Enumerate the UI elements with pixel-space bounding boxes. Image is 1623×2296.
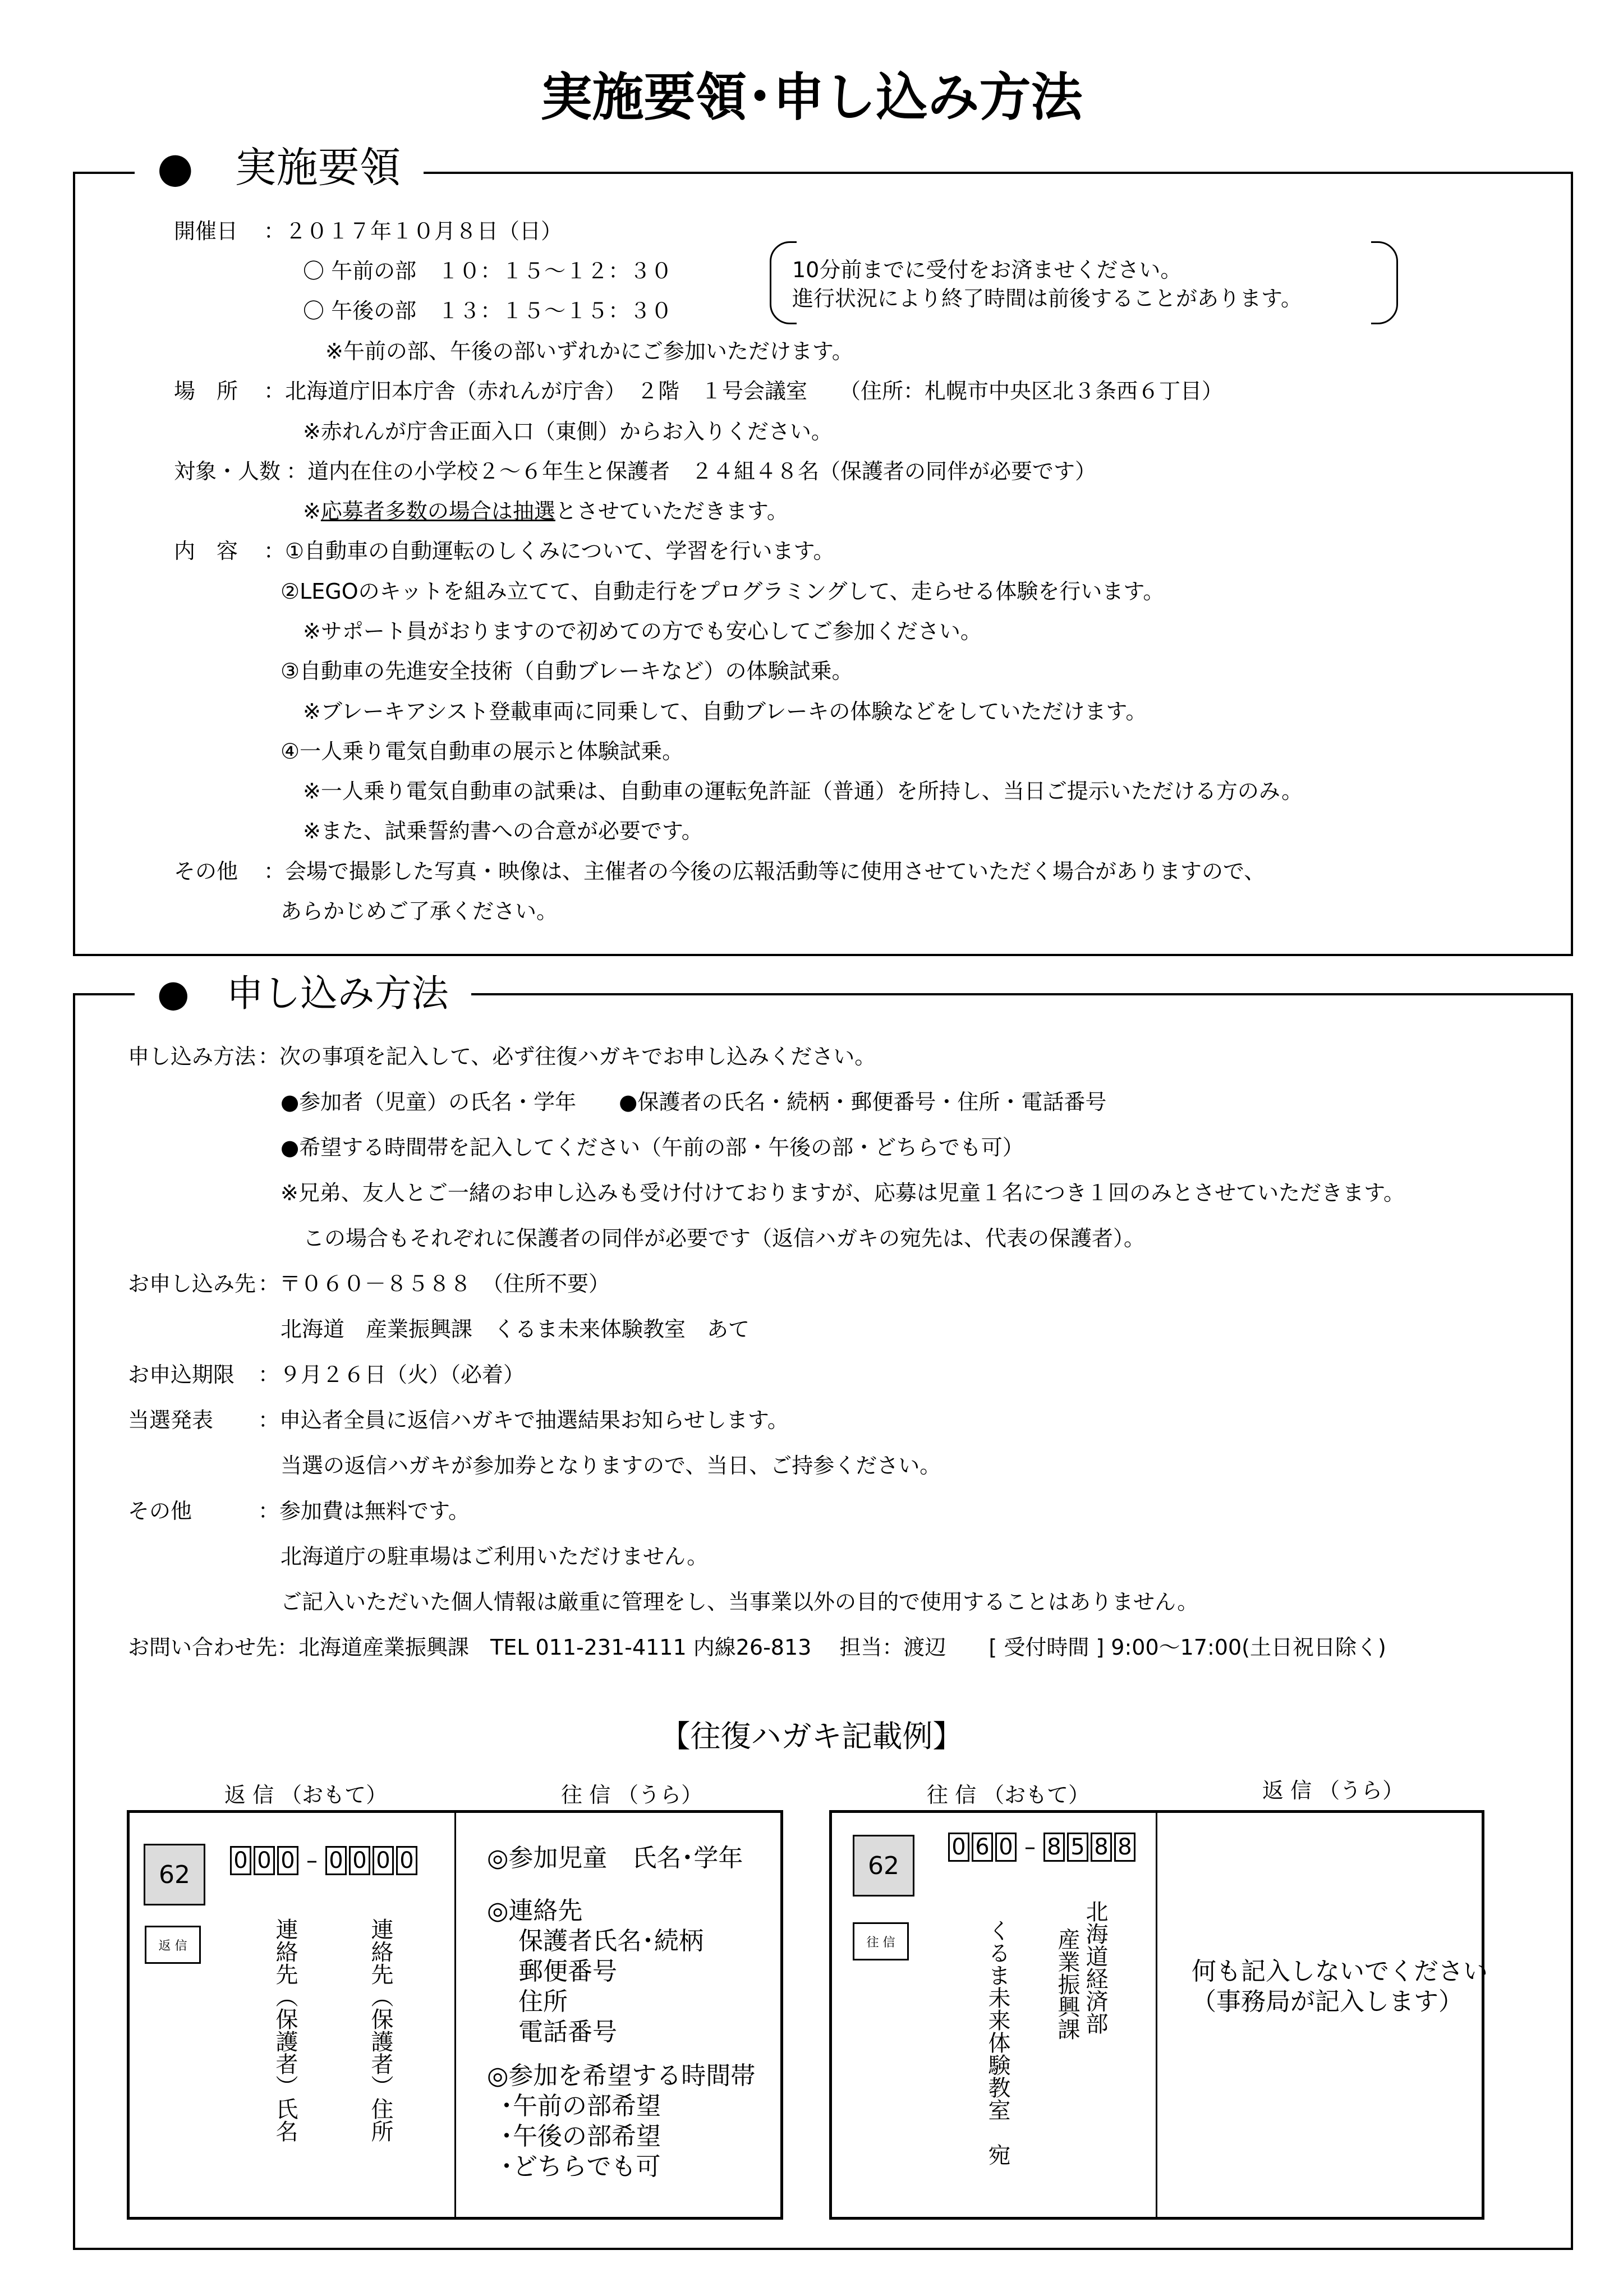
time-note-line2: 進行状況により終了時間は前後することがあります。 <box>792 286 1302 311</box>
zip-digit: 0 <box>349 1846 370 1875</box>
back-item-9: ･午後の部希望 <box>500 2122 661 2151</box>
reply-front-name: 連絡先（保護者）氏名 <box>272 1918 298 2142</box>
zip-boxes-right: 0 6 0 – 8 5 8 8 <box>948 1833 1135 1862</box>
back-item-10: ･どちらでも可 <box>500 2152 661 2181</box>
content-item-4-note2: ※また、試乗誓約書への合意が必要です。 <box>303 819 703 843</box>
other2-value2: 北海道庁の駐車場はご利用いただけません。 <box>281 1544 709 1569</box>
zip-boxes-left: 0 0 0 – 0 0 0 0 <box>230 1846 417 1875</box>
other2-value3: ご記入いただいた個人情報は厳重に管理をし、当事業以外の目的で使用することはありません。 <box>281 1590 1199 1614</box>
destination-label: お申し込み先 <box>128 1271 256 1296</box>
back-item-4: 郵便番号 <box>518 1957 617 1986</box>
result-label: 当選発表 <box>128 1408 214 1432</box>
other2-value1: ：参加費は無料です。 <box>258 1499 470 1523</box>
zip-digit: 0 <box>948 1833 969 1862</box>
zip-digit: 0 <box>254 1846 275 1875</box>
zip-digit: 0 <box>230 1846 251 1875</box>
required-item-1: ●参加者（児童）の氏名・学年 ●保護者の氏名・続柄・郵便番号・住所・電話番号 <box>281 1090 1107 1114</box>
back-item-6: 電話番号 <box>518 2018 617 2046</box>
method-label: 申し込み方法 <box>128 1044 256 1069</box>
other-value2: あらかじめご了承ください。 <box>281 899 558 924</box>
target-note: ※応募者多数の場合は抽選とさせていただきます。 <box>303 499 788 524</box>
reply-tag: 返 信 <box>145 1926 201 1964</box>
send-front-section: 産業振興課 <box>1054 1928 1080 2040</box>
am-session: 〇 午前の部 １０：１５〜１２：３０ <box>303 259 673 283</box>
postcard-fold-right <box>1156 1812 1157 2217</box>
date-label: 開催日 <box>174 219 238 244</box>
postcard-fold-left <box>454 1812 456 2217</box>
send-front-dept: 北海道経済部 <box>1082 1900 1108 2035</box>
col-send-back: 往 信 （うら） <box>561 1783 703 1807</box>
session-note: ※午前の部、午後の部いずれかにご参加いただけます。 <box>325 339 853 364</box>
target-value: ：道内在住の小学校２〜６年生と保護者 ２４組４８名（保護者の同伴が必要です） <box>286 459 1097 484</box>
back-item-8: ･午前の部希望 <box>500 2092 661 2120</box>
place-value: ：北海道庁旧本庁舎（赤れんが庁舎） ２階 １号会議室 （住所：札幌市中央区北３条西６丁目） <box>264 379 1224 403</box>
back-item-3: 保護者氏名･続柄 <box>518 1927 704 1955</box>
postcard-heading: 【往復ハガキ記載例】 <box>660 1719 963 1754</box>
date-value: ：２０１７年１０月８日（日） <box>264 219 563 244</box>
required-item-2: ●希望する時間帯を記入してください（午前の部・午後の部・どちらでも可） <box>281 1135 1024 1160</box>
back-item-2: ◎連絡先 <box>487 1897 583 1925</box>
content-item-4-note: ※一人乗り電気自動車の試乗は、自動車の運転免許証（普通）を所持し、当日ご提示いただける方のみ。 <box>303 779 1303 803</box>
reply-back-note2: （事務局が記入します） <box>1192 1987 1463 2016</box>
other-label: その他 <box>174 859 238 884</box>
reply-back-note1: 何も記入しないでください <box>1192 1957 1488 1986</box>
zip-digit: 0 <box>396 1846 417 1875</box>
required-note-2: この場合もそれぞれに保護者の同伴が必要です（返信ハガキの宛先は、代表の保護者）。 <box>303 1226 1146 1251</box>
target-label: 対象・人数 <box>174 459 281 484</box>
section-heading-application: ● 申し込み方法 <box>135 975 471 1012</box>
content-item-3-note: ※ブレーキアシスト登載車両に同乗して、自動ブレーキの体験などをしていただけます。 <box>303 699 1147 724</box>
place-label: 場 所 <box>174 379 238 403</box>
content-item-1: ：①自動車の自動運転のしくみについて、学習を行います。 <box>264 539 835 563</box>
contact-line: お問い合わせ先：北海道産業振興課 TEL 011-231-4111 内線26-813 担当：渡辺 [ 受付時間 ] 9:00〜17:00(土日祝日除く) <box>128 1635 1386 1660</box>
zip-digit: 8 <box>1043 1833 1065 1862</box>
deadline-value: ：９月２６日（火）（必着） <box>258 1362 525 1387</box>
place-note: ※赤れんが庁舎正面入口（東側）からお入りください。 <box>303 419 833 444</box>
zip-digit: 0 <box>373 1846 394 1875</box>
page-title: 実施要領･申し込み方法 <box>540 67 1083 127</box>
back-item-5: 住所 <box>518 1987 568 2016</box>
result-value: ：申込者全員に返信ハガキで抽選結果お知らせします。 <box>258 1408 789 1432</box>
zip-digit: 5 <box>1067 1833 1088 1862</box>
zip-digit: 0 <box>277 1846 298 1875</box>
reply-front-address: 連絡先（保護者）住所 <box>367 1918 393 2142</box>
other2-label: その他 <box>128 1499 192 1523</box>
col-reply-front: 返 信 （おもて） <box>224 1783 388 1807</box>
deadline-label: お申込期限 <box>128 1362 235 1387</box>
col-reply-back: 返 信 （うら） <box>1262 1778 1404 1803</box>
send-tag: 往 信 <box>853 1922 909 1960</box>
content-label: 内 容 <box>174 539 238 563</box>
other-value: ：会場で撮影した写真・映像は、主催者の今後の広報活動等に使用させていただく場合がありますので、 <box>264 859 1266 884</box>
required-note-1: ※兄弟、友人とご一緒のお申し込みも受け付けておりますが、応募は児童１名につき１回のみとさせていただきます。 <box>281 1181 1405 1205</box>
stamp: 62 <box>144 1844 205 1905</box>
zip-digit: 0 <box>995 1833 1017 1862</box>
content-item-2: ②LEGOのキットを組み立てて、自動走行をプログラミングして、走らせる体験を行います。 <box>281 579 1165 604</box>
content-item-4: ④一人乗り電気自動車の展示と体験試乗。 <box>281 739 684 764</box>
content-item-3: ③自動車の先進安全技術（自動ブレーキなど）の体験試乗。 <box>281 659 853 683</box>
zip-digit: 6 <box>972 1833 993 1862</box>
destination-value2: 北海道 産業振興課 くるま未来体験教室 あて <box>281 1317 750 1342</box>
content-item-2-note: ※サポート員がおりますので初めての方でも安心してご参加ください。 <box>303 619 982 644</box>
back-item-7: ◎参加を希望する時間帯 <box>487 2061 756 2090</box>
zip-digit: 8 <box>1091 1833 1112 1862</box>
destination-value: ：〒０６０－８５８８ （住所不要） <box>258 1271 610 1296</box>
pm-session: 〇 午後の部 １３：１５〜１５：３０ <box>303 299 673 323</box>
method-value: ：次の事項を記入して、必ず往復ハガキでお申し込みください。 <box>258 1044 876 1069</box>
section-heading-guidelines: ● 実施要領 <box>135 147 424 189</box>
stamp: 62 <box>853 1835 914 1897</box>
result-value2: 当選の返信ハガキが参加券となりますので、当日、ご持参ください。 <box>281 1453 941 1478</box>
zip-digit: 8 <box>1114 1833 1135 1862</box>
col-send-front: 往 信 （おもて） <box>927 1783 1090 1807</box>
time-note-line1: 10分前までに受付をお済ませください。 <box>792 258 1182 282</box>
send-front-addressee: くるま未来体験教室 宛 <box>985 1919 1010 2166</box>
zip-digit: 0 <box>325 1846 347 1875</box>
back-item-1: ◎参加児童 氏名･学年 <box>487 1844 743 1872</box>
